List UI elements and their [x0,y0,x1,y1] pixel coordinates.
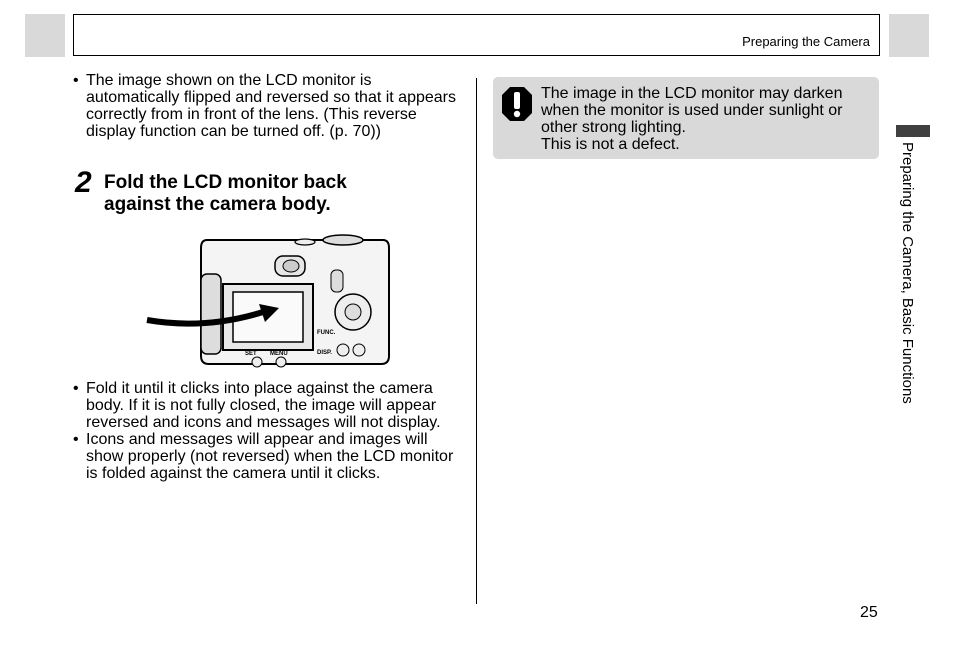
caution-box [493,77,879,159]
intro-section [73,72,468,140]
camera-illustration [145,234,395,370]
disp-button [353,344,365,356]
shutter-button [295,239,315,245]
page-header [73,14,880,56]
left-grip [201,274,221,354]
caution-text [541,85,876,153]
menu-label: MENU [270,351,288,357]
intro-bullet [73,72,468,140]
caution-line-1: The image in the LCD monitor may darken [541,85,843,102]
header-title: Preparing the Camera [742,34,870,49]
func-label: FUNC. [317,330,336,336]
control-dial-center [345,304,361,320]
left-corner-tab [25,14,65,57]
side-section-label: Preparing the Camera, Basic Functions [899,142,916,404]
fold-bullet-text-1: Fold it until it clicks into place against the camera body. If it is not fully closed, the image will appear reversed and icons and messages will not display. [86,380,441,431]
caution-line-3: other strong lighting. [541,119,686,136]
caution-icon [500,85,534,123]
column-divider [476,78,477,604]
intro-bullet-list [73,72,468,140]
step-line-1: Fold the LCD monitor back [104,172,347,193]
intro-bullet-text: The image shown on the LCD monitor is automatically flipped and reversed so that it appears correctly from in front of the lens. (This reverse display function can be turned off. (p. 70)) [86,72,456,140]
func-button [337,344,349,356]
caution-line-2: when the monitor is used under sunlight or [541,102,843,119]
page-number: 25 [860,604,878,621]
fold-bullet-text-2: Icons and messages will appear and images will show properly (not reversed) when the LCD monitor is folded against the camera until it clicks. [86,431,454,482]
viewfinder-lens [283,260,299,272]
set-label: SET [245,351,257,357]
caution-line-4: This is not a defect. [541,136,680,153]
mode-dial [323,235,363,245]
step-line-2: against the camera body. [104,194,331,215]
step-number: 2 [75,166,92,199]
step-instruction [104,172,347,216]
fold-notes [73,380,468,482]
mode-switch [331,270,343,292]
right-corner-tab [889,14,929,57]
menu-button [276,357,286,367]
set-button [252,357,262,367]
fold-bullet-list [73,380,468,482]
fold-bullet [73,380,468,431]
fold-bullet [73,431,468,482]
disp-label: DISP. [317,350,332,356]
section-marker-bar [896,125,930,137]
